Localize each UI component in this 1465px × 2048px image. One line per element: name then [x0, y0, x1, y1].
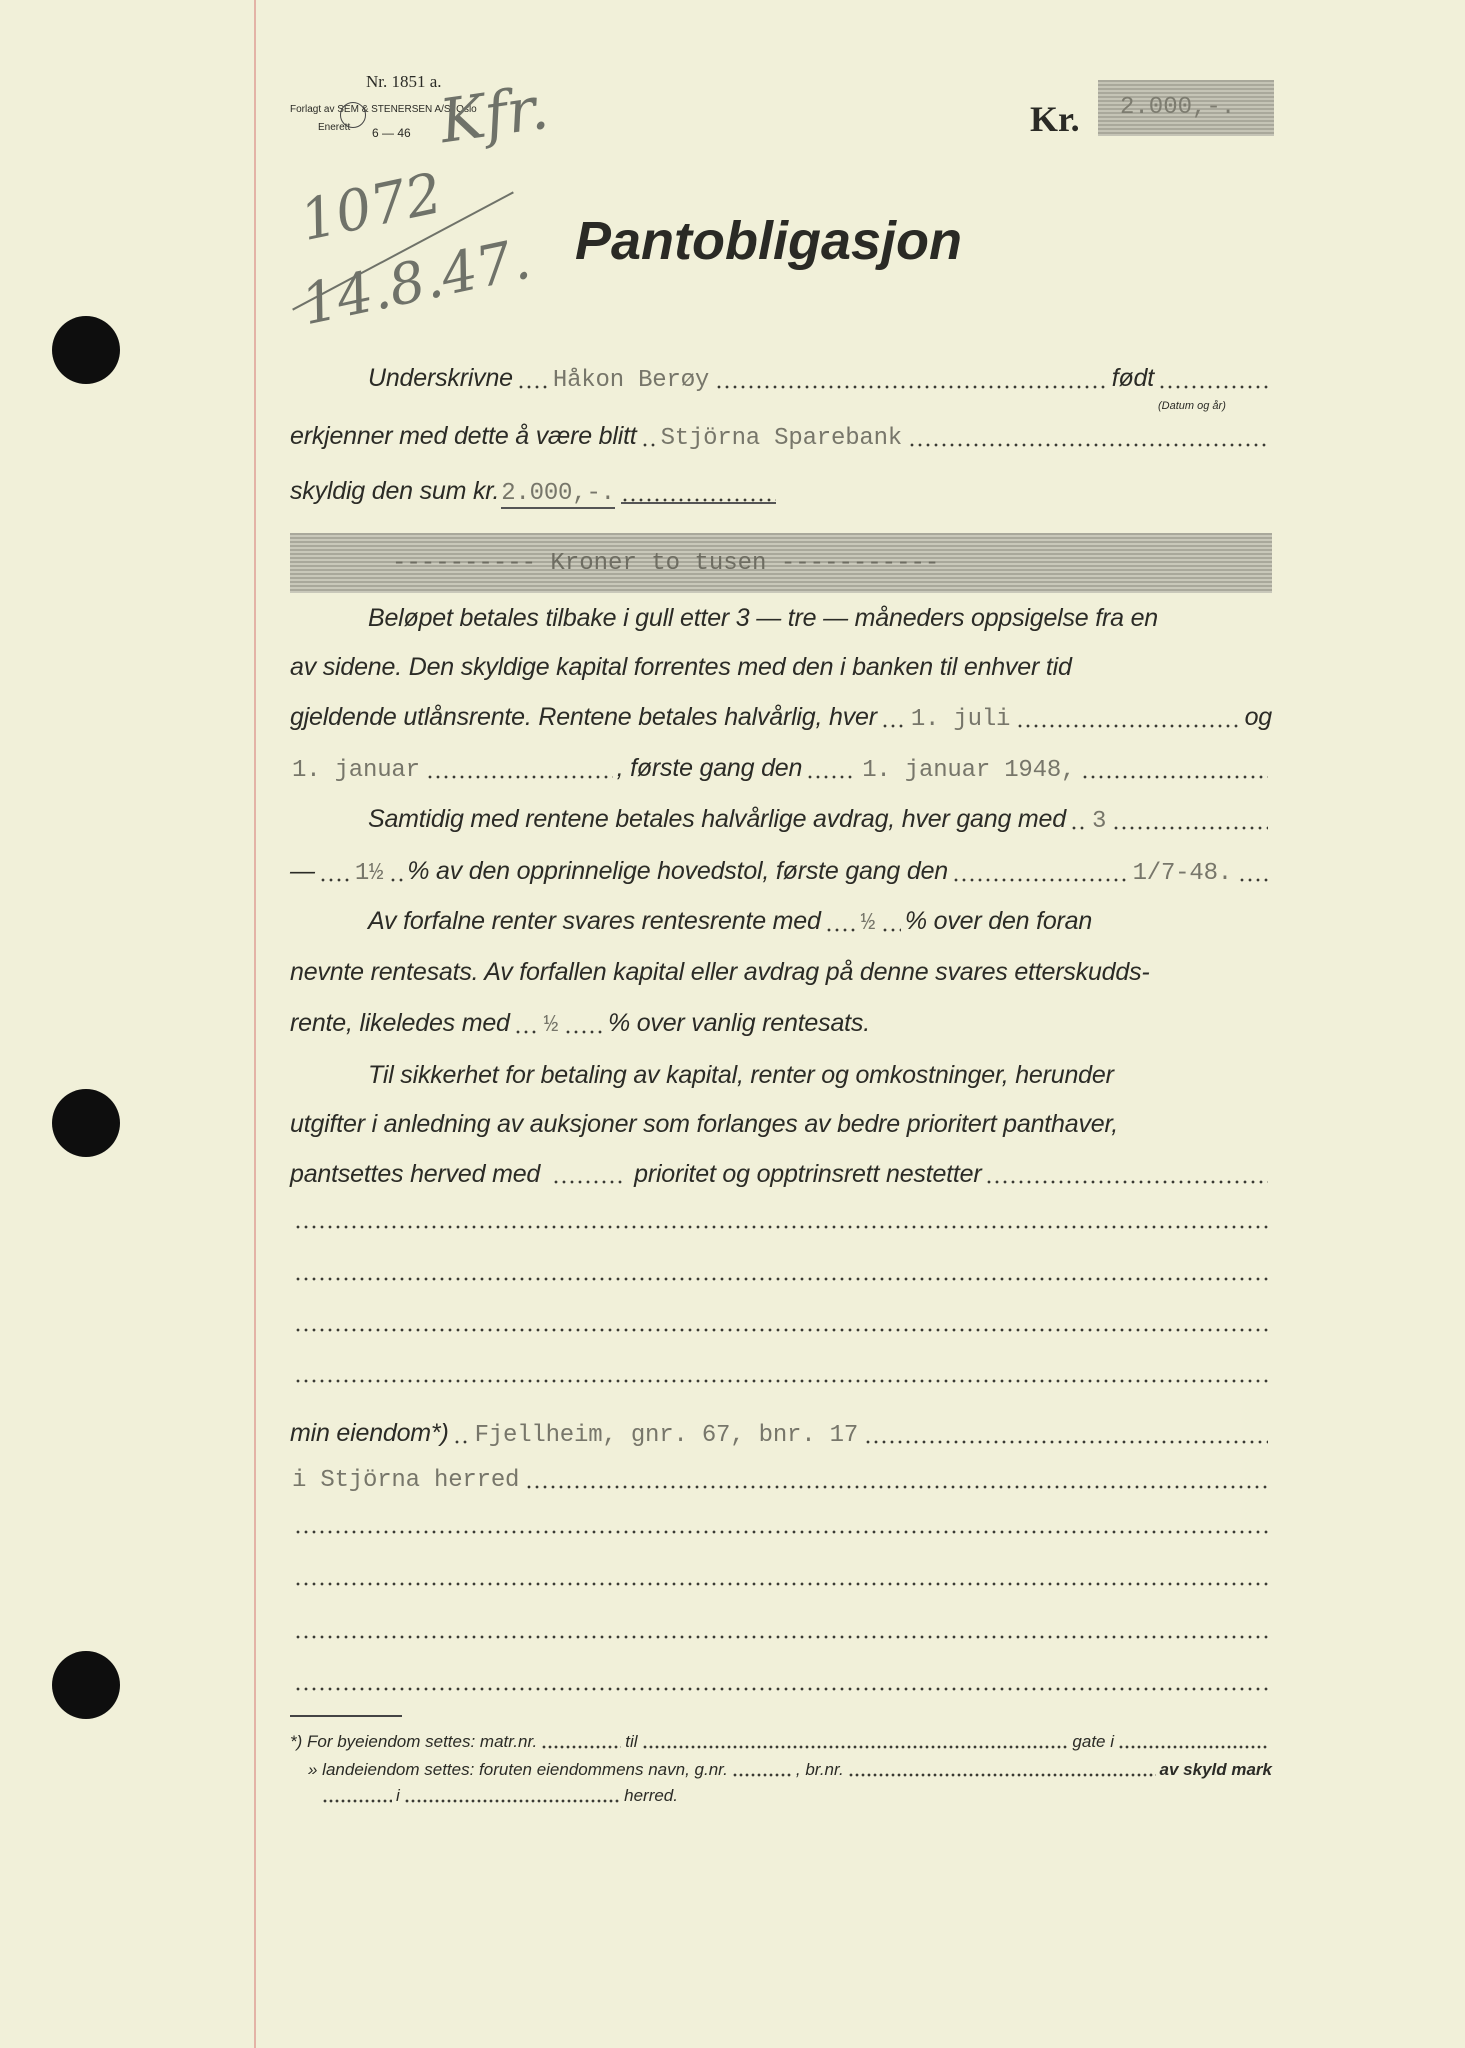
- late-rate[interactable]: ½: [543, 1012, 558, 1039]
- sum-value[interactable]: 2.000,-.: [501, 480, 615, 507]
- registration-date: 14.8.47.: [295, 226, 536, 339]
- dot-leader: [294, 1277, 1268, 1281]
- property-label: min eiendom*): [290, 1419, 449, 1447]
- property-value[interactable]: Fjellheim, gnr. 67, bnr. 17: [474, 1422, 859, 1449]
- creditor-name[interactable]: Stjörna Sparebank: [660, 425, 903, 452]
- footnote-text: » landeiendom settes: foruten eiendommens navn, g.nr.: [308, 1760, 728, 1779]
- blank-line[interactable]: [290, 1624, 1272, 1644]
- interest-date-2[interactable]: 1. januar: [292, 757, 420, 784]
- footnote-text: gate i: [1072, 1732, 1114, 1751]
- dot-leader: [404, 1799, 620, 1803]
- dot-leader: [1112, 826, 1268, 830]
- body-line: [368, 1061, 1272, 1090]
- dot-leader: [642, 1745, 1069, 1749]
- body-line: [290, 1160, 1272, 1189]
- dot-leader: [881, 724, 905, 728]
- footnote-line: [308, 1760, 1272, 1780]
- body-text: Samtidig med rentene betales halvårlige avdrag, hver gang med: [368, 805, 1066, 833]
- sum-words[interactable]: ---------- Kroner to tusen -----------: [392, 550, 940, 577]
- form-number: Nr. 1851 a.: [366, 72, 442, 91]
- body-line: [290, 754, 1272, 784]
- punch-hole: [52, 1089, 120, 1157]
- kr-amount: 2.000,-.: [1120, 94, 1236, 121]
- blank-line[interactable]: [290, 1317, 1272, 1337]
- exclusive: Enerett: [318, 122, 351, 133]
- body-text: % over vanlig rentesats.: [607, 1009, 870, 1037]
- sum-words-band: [290, 533, 1272, 593]
- body-text: gjeldende utlånsrente. Rentene betales halvårlig, hver: [290, 703, 877, 731]
- body-text: , første gang den: [616, 754, 803, 782]
- dot-leader: [541, 1745, 621, 1749]
- debtor-label: Underskrivne: [368, 364, 513, 392]
- dot-leader: [294, 1328, 1268, 1332]
- dot-leader: [322, 1799, 392, 1803]
- dot-leader: [908, 443, 1268, 447]
- first-installment-date[interactable]: 1/7-48.: [1132, 860, 1232, 887]
- body-text: nevnte rentesats. Av forfallen kapital eller avdrag på denne svares etterskudds-: [290, 958, 1150, 986]
- body-line: [368, 604, 1272, 633]
- initials: Kfr.: [435, 72, 553, 158]
- dot-leader: [319, 878, 349, 882]
- dot-leader: [1081, 775, 1268, 779]
- dot-leader: [952, 878, 1127, 882]
- sum-line: [290, 477, 780, 509]
- kr-amount-box: [1098, 80, 1274, 136]
- dot-leader: [564, 1030, 604, 1034]
- publisher: Forlagt av SEM & STENERSEN A/S, Oslo: [290, 104, 477, 115]
- margin-line: [254, 0, 256, 2048]
- body-line: [290, 1009, 1272, 1039]
- born-label: født: [1111, 364, 1154, 392]
- body-line: [290, 958, 1272, 987]
- body-text: Til sikkerhet for betaling av kapital, renter og omkostninger, herunder: [368, 1061, 1114, 1089]
- installment-count[interactable]: 3: [1091, 808, 1107, 835]
- body-line: [290, 857, 1272, 887]
- punch-hole: [52, 316, 120, 384]
- body-line: [368, 907, 1272, 937]
- body-line: [290, 1110, 1272, 1139]
- document-title: Pantobligasjon: [575, 211, 963, 271]
- dot-leader: [517, 385, 547, 389]
- blank-line[interactable]: [290, 1214, 1272, 1234]
- body-text: % av den opprinnelige hovedstol, første gang den: [407, 857, 948, 885]
- footnote-text: i: [396, 1786, 400, 1805]
- property-line: [290, 1419, 1272, 1449]
- registration-number: 1072: [294, 160, 448, 255]
- dot-leader: [389, 878, 403, 882]
- body-text: Beløpet betales tilbake i gull etter 3 — tre — måneders oppsigelse fra en: [368, 604, 1158, 632]
- publisher-logo: [340, 102, 366, 128]
- creditor-line: [290, 422, 1272, 452]
- compound-rate[interactable]: ½: [860, 910, 875, 937]
- dot-leader: [1118, 1745, 1268, 1749]
- body-text: pantsettes herved med: [290, 1160, 541, 1188]
- dot-leader: [1158, 385, 1268, 389]
- dot-leader: [732, 1773, 792, 1777]
- footnote-text: til: [625, 1732, 638, 1751]
- dot-leader: [294, 1582, 1268, 1586]
- debtor-name[interactable]: Håkon Berøy: [552, 367, 710, 394]
- dot-leader: [825, 928, 855, 932]
- dot-leader: [426, 775, 613, 779]
- dot-leader: [881, 928, 901, 932]
- property-municipality[interactable]: i Stjörna herred: [292, 1467, 520, 1494]
- footnote-text: , br.nr.: [795, 1760, 844, 1779]
- footnote-line: [290, 1732, 1272, 1752]
- blank-line[interactable]: [290, 1519, 1272, 1539]
- first-interest-date[interactable]: 1. januar 1948,: [862, 757, 1076, 784]
- sum-label: skyldig den sum kr.: [290, 477, 500, 505]
- footnote-text: herred.: [624, 1786, 678, 1805]
- kr-label: Kr.: [1030, 99, 1080, 139]
- blank-line[interactable]: [290, 1368, 1272, 1388]
- born-hint: (Datum og år): [1158, 400, 1226, 412]
- footnote-text: av skyld mark: [1159, 1760, 1272, 1779]
- body-text: —: [290, 857, 315, 885]
- dot-leader: [1238, 878, 1268, 882]
- dot-leader: [985, 1180, 1268, 1184]
- body-text: rente, likeledes med: [290, 1009, 510, 1037]
- body-text: % over den foran: [904, 907, 1093, 935]
- body-line: [290, 653, 1272, 682]
- dot-leader: [294, 1635, 1268, 1639]
- installment-percent[interactable]: 1½: [354, 860, 384, 887]
- dot-leader: [864, 1440, 1268, 1444]
- dot-leader: [294, 1687, 1268, 1691]
- dot-leader: [552, 1180, 622, 1184]
- body-text: og: [1244, 703, 1272, 731]
- blank-line[interactable]: [290, 1266, 1272, 1286]
- footnote-line: [318, 1786, 678, 1806]
- dot-leader: [806, 775, 856, 779]
- footnote-text: *) For byeiendom settes: matr.nr.: [290, 1732, 538, 1751]
- edition: 6 — 46: [372, 126, 411, 140]
- dot-leader: [294, 1530, 1268, 1534]
- footnote-rule: [290, 1715, 402, 1717]
- dot-leader: [848, 1773, 1156, 1777]
- dot-leader: [294, 1379, 1268, 1383]
- body-text: av sidene. Den skyldige kapital forrentes med den i banken til enhver tid: [290, 653, 1072, 681]
- dot-leader: [453, 1440, 469, 1444]
- dot-leader: [525, 1485, 1268, 1489]
- body-line: [368, 805, 1272, 835]
- dot-leader: [294, 1225, 1268, 1229]
- blank-line[interactable]: [290, 1571, 1272, 1591]
- dot-leader: [621, 498, 776, 504]
- body-line: [290, 703, 1272, 733]
- debtor-line: [368, 364, 1272, 394]
- body-text: prioritet og opptrinsrett nestetter: [634, 1160, 982, 1188]
- dot-leader: [514, 1030, 538, 1034]
- property-line: [290, 1467, 1272, 1494]
- dot-leader: [1016, 724, 1240, 728]
- dot-leader: [715, 385, 1108, 389]
- dot-leader: [1070, 826, 1086, 830]
- body-text: utgifter i anledning av auksjoner som forlanges av bedre prioritert panthaver,: [290, 1110, 1118, 1138]
- body-text: Av forfalne renter svares rentesrente med: [368, 907, 821, 935]
- punch-hole: [52, 1651, 120, 1719]
- interest-date-1[interactable]: 1. juli: [910, 706, 1011, 733]
- dot-leader: [641, 443, 655, 447]
- creditor-label: erkjenner med dette å være blitt: [290, 422, 637, 450]
- blank-line[interactable]: [290, 1676, 1272, 1696]
